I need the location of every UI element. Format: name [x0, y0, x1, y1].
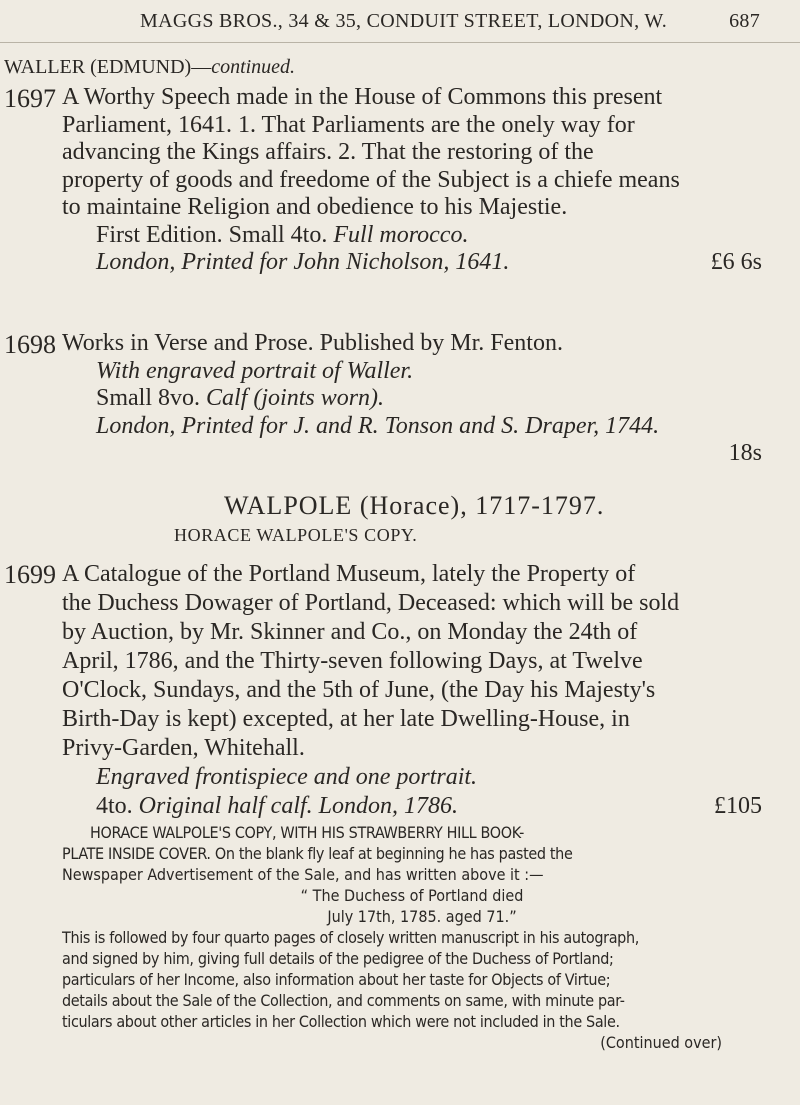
item-1698-illustration: With engraved portrait of Waller. — [96, 357, 414, 384]
section-heading: WALPOLE (Horace), 1717-1797. — [224, 491, 605, 520]
item-number-1699: 1699 — [4, 560, 56, 589]
price-1697: £6 6s — [710, 249, 762, 275]
continued-over: (Continued over) — [600, 1033, 722, 1052]
note-line: This is followed by four quarto pages of closely written manuscript in his autograph, — [62, 928, 639, 947]
page-number: 687 — [729, 10, 760, 32]
item-1697 — [62, 84, 762, 277]
note-line: details about the Sale of the Collection, and comments on same, with minute par- — [62, 991, 625, 1010]
item-1697-line: A Worthy Speech made in the House of Commons this present — [62, 84, 663, 110]
note-line: particulars of her Income, also information about her taste for Objects of Virtue; — [62, 970, 611, 989]
note-quote: “ The Duchess of Portland died — [300, 886, 524, 905]
note-line: HORACE WALPOLE'S COPY, WITH HIS STRAWBERRY HILL BOOK- — [90, 823, 524, 842]
note-line: ticulars about other articles in her Collection which were not included in the Sale. — [62, 1012, 620, 1031]
running-header — [140, 10, 760, 33]
binding-text: Full morocco. — [333, 221, 469, 248]
author-name: WALLER (EDMUND)— — [4, 56, 212, 78]
item-1699-line: April, 1786, and the Thirty-seven following Days, at Twelve — [62, 648, 643, 674]
continued-label: continued. — [211, 56, 296, 78]
item-1698-format: Small 8vo. Calf (joints worn). — [96, 385, 385, 411]
item-1699-line: by Auction, by Mr. Skinner and Co., on Monday the 24th of — [62, 619, 638, 645]
item-1699 — [62, 560, 762, 821]
item-1697-line: advancing the Kings affairs. 2. That the restoring of the — [62, 139, 594, 165]
item-1697-line: property of goods and freedome of the Subject is a chiefe means — [62, 166, 680, 193]
item-number-1698: 1698 — [4, 330, 56, 359]
header-title: MAGGS BROS., 34 & 35, CONDUIT STREET, LONDON, W. — [140, 10, 668, 32]
item-1698-price-line — [62, 440, 762, 467]
item-1699-line: A Catalogue of the Portland Museum, lately the Property of — [62, 561, 636, 587]
continued-heading — [4, 56, 295, 79]
item-1699-line: Privy-Garden, Whitehall. — [62, 735, 305, 761]
item-1697-line: Parliament, 1641. 1. That Parliaments are the onely way for — [62, 111, 635, 138]
note-line: and signed by him, giving full details of the pedigree of the Duchess of Portland; — [62, 949, 614, 968]
item-1699-illustration: Engraved frontispiece and one portrait. — [96, 764, 478, 790]
item-1697-line: to maintaine Religion and obedience to his Majestie. — [62, 194, 568, 220]
item-1699-line: the Duchess Dowager of Portland, Deceased: which will be sold — [62, 590, 680, 616]
price-1698: 18s — [728, 440, 762, 466]
item-number-1697: 1697 — [4, 84, 56, 113]
header-rule — [0, 42, 800, 43]
item-1698 — [62, 330, 762, 467]
item-1698-title: Works in Verse and Prose. Published by Mr. Fenton. — [62, 330, 563, 356]
item-1697-imprint-line — [62, 249, 762, 277]
item-1699-format: 4to. Original half calf. London, 1786. £105 — [96, 793, 762, 819]
imprint-text: London, Printed for John Nicholson, 1641. — [96, 249, 510, 275]
note-line: PLATE INSIDE COVER. On the blank fly leaf at beginning he has pasted the — [62, 844, 573, 863]
item-1697-edition — [62, 222, 762, 250]
section-subheading: HORACE WALPOLE'S COPY. — [174, 525, 418, 545]
item-1698-imprint: London, Printed for J. and R. Tonson and S. Draper, 1744. — [96, 412, 660, 439]
item-1699-line: O'Clock, Sundays, and the 5th of June, (the Day his Majesty's — [62, 677, 656, 703]
price-1699: £105 — [714, 793, 762, 819]
item-1699-line: Birth-Day is kept) excepted, at her late Dwelling-House, in — [62, 706, 630, 732]
note-line: Newspaper Advertisement of the Sale, and has written above it :— — [62, 865, 544, 884]
provenance-note — [62, 822, 762, 1053]
edition-text: First Edition. Small 4to. — [96, 221, 328, 248]
note-quote: July 17th, 1785. aged 71.” — [327, 907, 517, 926]
